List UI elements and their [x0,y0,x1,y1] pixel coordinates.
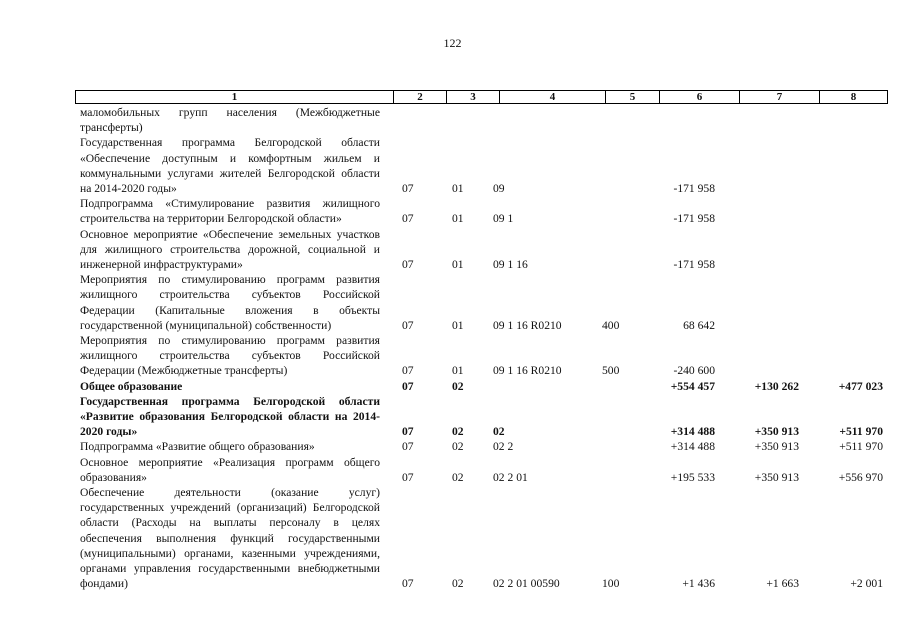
row-name: Подпрограмма «Стимулирование развития жилищного строительства на территории Белгородской области» [80,197,380,226]
row-cell-c4: 09 [493,182,505,196]
row-cell-c4: 02 2 [493,440,514,454]
row-name: Основное мероприятие «Реализация программ общего образования» [80,455,380,484]
table-row [0,272,905,333]
row-cell-c3: 02 [452,425,464,439]
row-cell-c5: 500 [602,364,620,378]
row-cell-c4: 09 1 16 R0210 [493,364,562,378]
row-cell-c6: -240 600 [673,364,715,378]
header-col-1: 1 [231,91,238,103]
row-name: Мероприятия по стимулированию программ развития жилищного строительства субъектов Российской Федерации (Межбюджетные трансферты) [80,334,380,378]
row-cell-c3: 01 [452,364,464,378]
row-cell-c6: +195 533 [670,470,715,484]
row-name: Основное мероприятие «Обеспечение земельных участков для жилищного строительства дорожной, социальной и инженерной инфраструктурами» [80,227,380,272]
row-cell-c2: 07 [402,182,414,196]
row-cell-c3: 02 [452,577,464,591]
row-name: Общее образование [80,379,183,393]
row-name: Государственная программа Белгородской области «Развитие образования Белгородской области на 2014-2020 годы» [80,394,380,439]
row-cell-c6: +1 436 [682,577,715,591]
row-cell-c2: 07 [402,318,414,332]
row-name: Обеспечение деятельности (оказание услуг) государственных учреждений (организаций) Белгородской области (Расходы на выплаты персоналу в целях обеспечения выполнения функций государственными (муниципальными) органами, казенными учреждениями, органами управления государственными внебюджетными фондами) [80,486,380,591]
row-cell-c3: 01 [452,318,464,332]
header-col-5: 5 [605,91,659,103]
row-cell-c6: +554 457 [670,379,715,393]
header-col-8: 8 [819,91,887,103]
row-cell-c2: 07 [402,258,414,272]
row-cell-c6: -171 958 [673,212,715,226]
row-cell-c6: -171 958 [673,258,715,272]
row-cell-c3: 01 [452,212,464,226]
row-cell-c7: +130 262 [754,379,799,393]
row-cell-c3: 02 [452,440,464,454]
row-cell-c2: 07 [402,364,414,378]
row-cell-c2: 07 [402,212,414,226]
row-cell-c6: -171 958 [673,182,715,196]
row-cell-c8: +511 970 [839,425,883,439]
row-cell-c3: 02 [452,379,464,393]
table-row [0,196,905,226]
table-header [75,90,888,104]
row-cell-c4: 09 1 16 R0210 [493,318,562,332]
row-name: Подпрограмма «Развитие общего образования» [80,440,315,454]
header-col-4: 4 [499,91,605,103]
row-cell-c2: 07 [402,440,414,454]
row-name: Мероприятия по стимулированию программ развития жилищного строительства субъектов Российской Федерации (Капитальные вложения в объекты государственной (муниципальной) собственности) [80,273,380,332]
table-row [0,455,905,485]
row-cell-c7: +350 913 [754,425,799,439]
row-cell-c3: 01 [452,258,464,272]
header-col-3: 3 [446,91,499,103]
row-cell-c7: +350 913 [754,470,799,484]
row-name: маломобильных групп населения (Межбюджетные трансферты) [80,106,380,135]
row-cell-c8: +2 001 [850,577,883,591]
row-cell-c2: 07 [402,425,414,439]
header-col-7: 7 [739,91,819,103]
row-cell-c2: 07 [402,577,414,591]
row-cell-c4: 02 [493,425,505,439]
row-cell-c7: +350 913 [754,440,799,454]
row-cell-c4: 09 1 [493,212,514,226]
row-cell-c7: +1 663 [766,577,799,591]
table-row [0,485,905,591]
header-col-6: 6 [659,91,739,103]
row-cell-c6: +314 488 [670,440,715,454]
table-row [0,135,905,196]
table-row [0,379,905,394]
row-cell-c8: +511 970 [839,440,883,454]
header-col-2: 2 [393,91,446,103]
table-row [0,394,905,440]
row-cell-c2: 07 [402,470,414,484]
page-number: 122 [443,36,462,50]
row-cell-c4: 02 2 01 00590 [493,577,560,591]
table-row [0,439,905,454]
row-cell-c6: 68 642 [683,318,715,332]
row-cell-c3: 01 [452,182,464,196]
table-body [0,105,905,592]
table-row [0,333,905,379]
row-cell-c5: 100 [602,577,620,591]
row-cell-c8: +477 023 [838,379,883,393]
table-row [0,227,905,273]
row-cell-c6: +314 488 [670,425,715,439]
row-cell-c5: 400 [602,318,620,332]
table-row [0,105,905,135]
row-cell-c8: +556 970 [838,470,883,484]
row-cell-c2: 07 [402,379,414,393]
row-cell-c4: 02 2 01 [493,470,528,484]
row-cell-c4: 09 1 16 [493,258,528,272]
row-cell-c3: 02 [452,470,464,484]
row-name: Государственная программа Белгородской области «Обеспечение доступным и комфортным жильем и коммунальными услугами жителей Белгородской области на 2014-2020 годы» [80,136,380,196]
